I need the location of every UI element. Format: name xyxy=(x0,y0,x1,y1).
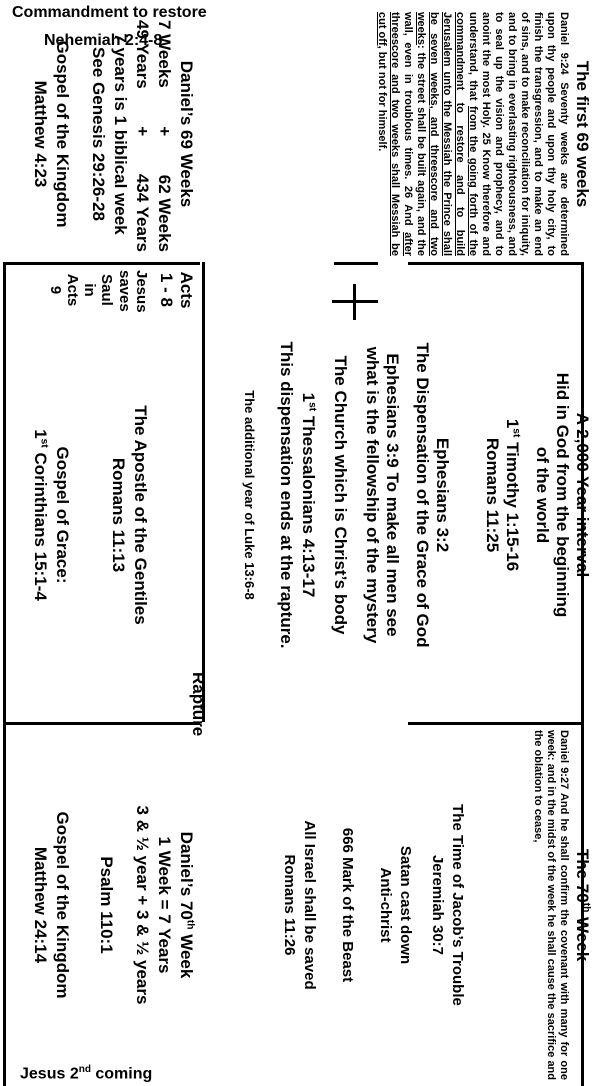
col2-eph-3-9b: what is the fellowship of the mystery xyxy=(363,346,382,644)
second-sup: nd xyxy=(78,1064,91,1075)
rapture-vertical-line xyxy=(4,722,200,725)
js-3: in xyxy=(81,283,99,297)
r2-c: 434 Years xyxy=(133,173,152,252)
scripture-segment: , but not for himself. xyxy=(376,45,389,152)
tim-post: Timothy 1:15-16 xyxy=(503,437,522,572)
col1-scripture xyxy=(375,12,570,256)
js-4: Acts 9 xyxy=(46,273,81,307)
second-pre: Jesus 2 xyxy=(20,1065,79,1083)
col1-69-heading: Daniel’s 69 Weeks xyxy=(177,60,196,208)
col2-title2: Hid in God from the beginning xyxy=(553,372,572,618)
second-coming-label xyxy=(20,1064,152,1083)
col1-genesis: See Genesis 29:26-28 xyxy=(89,47,108,221)
scripture-segment: from the going forth of the commandment to restore and to build Jerusalem unto the Messiah the Prince shall be seven weeks, and threescore and two weeks xyxy=(415,12,480,256)
col2-romans-11-13: Romans 11:13 xyxy=(109,457,128,573)
thess-pre: 1 xyxy=(299,392,318,403)
cross-beam xyxy=(353,284,356,320)
col2-acts: Acts xyxy=(177,271,196,309)
tim-pre: 1 xyxy=(503,418,522,429)
col3-israel-saved: All Israel shall be saved xyxy=(301,820,318,990)
col3-title xyxy=(572,730,592,1080)
c3-h-post: Week xyxy=(177,929,196,979)
c3-h-sup: th xyxy=(184,919,196,930)
bottom-line-70th xyxy=(3,722,6,1086)
cor-sup: st xyxy=(38,438,50,448)
col3-psalm: Psalm 110:1 xyxy=(97,856,116,954)
tim-sup: st xyxy=(510,428,522,438)
col2-thessalonians xyxy=(298,270,318,720)
col1-matthew-4-23: Matthew 4:23 xyxy=(31,80,50,188)
col2-ephesians-3-2: Ephesians 3:2 xyxy=(433,437,452,553)
col3-daniel-9-27: Daniel 9:27 And he shall confirm the covenant with many for one week: and in the midst of the week he shall cause the sacrifice and the oblation to cease, xyxy=(532,730,570,1080)
commandment-line2: Nehemiah 2:4-8 xyxy=(44,32,163,49)
col2-dispensation: The Dispensation of the Grace of God xyxy=(413,342,432,648)
col2-ends-rapture: This dispensation ends at the rapture. xyxy=(277,341,296,649)
cross-vertical xyxy=(334,262,378,265)
js-2: Saul xyxy=(98,274,116,306)
timeline-mid-line xyxy=(202,262,205,722)
thess-sup: st xyxy=(306,402,318,412)
col1-row-weeks xyxy=(154,20,174,252)
col2-jesus-saves xyxy=(46,270,151,313)
scripture-segment: : the street shall be built again, and the wall, even in troublous times. 26 And xyxy=(402,12,428,256)
col3-jacob-trouble: The Time of Jacob’s Trouble xyxy=(449,804,466,1006)
col2-timothy xyxy=(502,270,522,720)
thess-post: Thessalonians 4:13-17 xyxy=(299,411,318,598)
js-1: saves xyxy=(115,270,133,312)
col2-gospel-grace: Gospel of Grace: xyxy=(53,446,72,584)
c3-h-pre: Daniel’s 70 xyxy=(177,831,196,920)
col3-gospel-kingdom: Gospel of the Kingdom xyxy=(53,811,72,999)
col2-corinthians xyxy=(30,310,50,720)
col2-title1: A 2,000 Year interval xyxy=(573,412,592,578)
scripture-segment: after threescore and two weeks shall Messiah be cut off xyxy=(376,12,415,256)
col3-antichrist: Anti-christ xyxy=(377,867,394,943)
r2-a: 49 Years xyxy=(133,20,152,89)
rapture-label: Rapture xyxy=(189,672,208,737)
col2-eph-3-9a: Ephesians 3:9 To make all men see xyxy=(383,353,402,637)
col3-matthew-24-14: Matthew 24:14 xyxy=(31,846,50,964)
col3-satan: Satan cast down xyxy=(397,845,414,965)
bottom-line-grace xyxy=(3,262,6,722)
luke-label-rotated: The additional year of Luke 13:6-8 xyxy=(242,390,257,600)
col3-mark-beast: 666 Mark of the Beast xyxy=(339,827,356,983)
c3-title-sup: th xyxy=(580,902,592,913)
r2-b: + xyxy=(133,126,152,137)
col1-row-years xyxy=(132,20,152,252)
cor-pre: 1 xyxy=(31,429,50,439)
col3-jeremiah: Jeremiah 30:7 xyxy=(429,854,446,956)
js-0: Jesus xyxy=(133,270,150,313)
col2-apostle: The Apostle of the Gentiles xyxy=(131,405,150,625)
r1-b: + xyxy=(155,126,174,137)
col2-acts-range: 1 - 8 xyxy=(157,272,176,308)
col2-romans-11-25: Romans 11:25 xyxy=(483,437,502,553)
col2-church: The Church which is Christ’s body xyxy=(331,355,350,635)
col3-romans-11-26: Romans 11:26 xyxy=(281,854,298,956)
r1-c: 62 Weeks xyxy=(155,174,174,252)
divider-rapture xyxy=(408,722,584,725)
col3-70th-heading xyxy=(176,730,196,1080)
col3-halves: 3 & ½ year + 3 & ½ years xyxy=(133,805,152,1005)
r1-a: 7 Weeks xyxy=(155,20,174,88)
cor-post: Corinthians 15:1-4 xyxy=(31,447,50,601)
divider-69-weeks xyxy=(408,262,584,265)
scripture-segment: Daniel 9:24 Seventy weeks are determined upon thy people and upon thy holy city, to finish the transgression, and to make an end of sins, and to make reconciliation for iniquity, and to bring in everlasting righteousness, and to seal up the vision and prophecy, and to anoint the most Holy. 25 Know therefore and understand, that xyxy=(467,12,570,256)
left-vertical-line xyxy=(4,262,200,265)
col1-gospel-kingdom: Gospel of the Kingdom xyxy=(53,40,72,228)
c3-title-pre: The 70 xyxy=(573,848,592,903)
c3-title-post: Week xyxy=(573,912,592,962)
col2-title3: of the world xyxy=(533,446,552,544)
second-post: coming xyxy=(90,1065,153,1083)
col3-week-equals: 1 Week = 7 Years xyxy=(155,836,174,974)
col1-biblical-week: 7 years is 1 biblical week xyxy=(111,33,130,235)
commandment-line1: Commandment to restore xyxy=(12,4,207,21)
col1-title: The first 69 weeks xyxy=(573,60,592,208)
